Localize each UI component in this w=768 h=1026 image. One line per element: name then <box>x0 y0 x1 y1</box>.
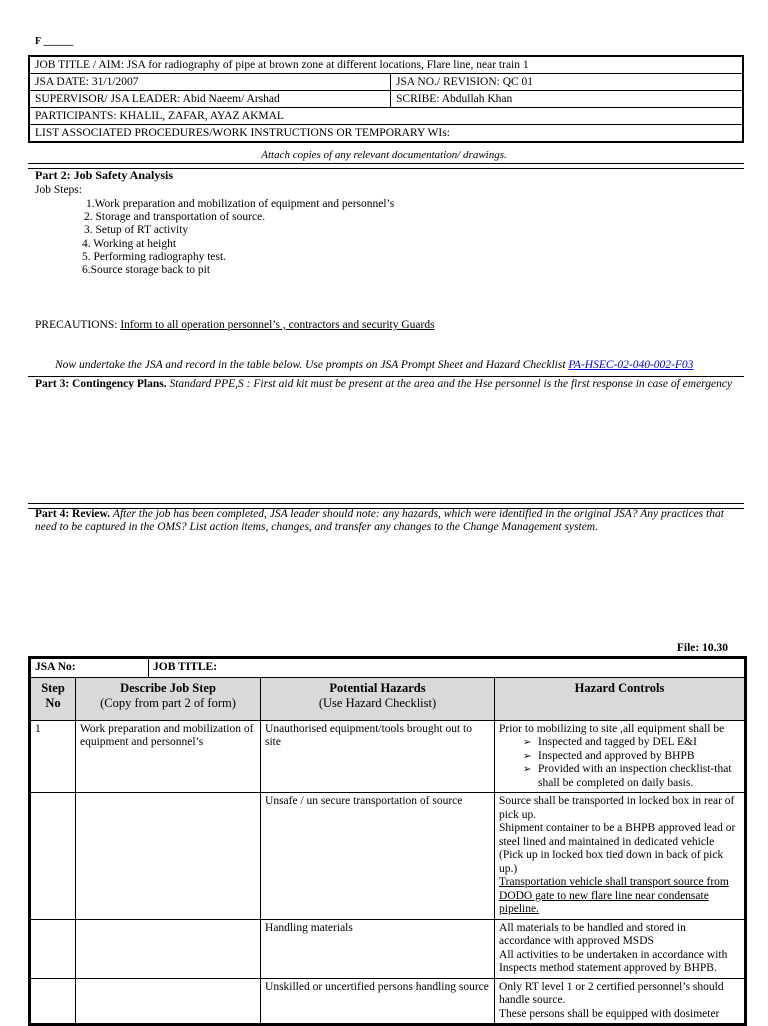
control-intro: Prior to mobilizing to site ,all equipment shall be <box>499 722 725 735</box>
control-cell <box>495 720 746 793</box>
step-number <box>30 978 76 1025</box>
job-step-item: 1.Work preparation and mobilization of equipment and personnel’s <box>86 198 395 210</box>
step-description: Work preparation and mobilization of equipment and personnel’s <box>76 720 261 793</box>
col-header-controls: Hazard Controls <box>495 677 746 720</box>
attach-note: Attach copies of any relevant documentation/ drawings. <box>261 149 507 161</box>
hazard-cell: Unsafe / un secure transportation of source <box>261 793 495 920</box>
control-line: Transportation vehicle shall transport source from DODO gate to new flare line near condensate pipeline. <box>499 876 729 915</box>
step-description <box>76 978 261 1025</box>
col-header-hazards <box>261 677 495 720</box>
form-number <box>35 36 73 47</box>
divider <box>28 376 744 377</box>
participants-cell: PARTICIPANTS: KHALIL, ZAFAR, AYAZ AKMAL <box>29 108 743 125</box>
job-step-item: 2. Storage and transportation of source. <box>84 211 266 223</box>
col-header-hazards-sub: (Use Hazard Checklist) <box>318 695 437 710</box>
control-cell <box>495 793 746 920</box>
col-header-describe-sub: (Copy from part 2 of form) <box>100 695 236 710</box>
control-bullet: ➢ Inspected and tagged by DEL E&I <box>523 736 740 750</box>
scribe-cell: SCRIBE: Abdullah Khan <box>391 91 744 108</box>
part3-section <box>35 378 735 391</box>
control-line: All activities to be undertaken in accordance with Inspects method statement approved by BHPB. <box>499 948 728 974</box>
part2-title: Part 2: Job Safety Analysis <box>35 168 173 182</box>
control-cell <box>495 919 746 978</box>
col-header-describe <box>76 677 261 720</box>
step-description <box>76 919 261 978</box>
hazard-checklist-link[interactable]: PA-HSEC-02-040-002-F03 <box>568 359 694 371</box>
col-header-hazards-title: Potential Hazards <box>329 680 426 695</box>
job-step-item: 3. Setup of RT activity <box>84 224 189 236</box>
control-cell <box>495 978 746 1025</box>
jsa-job-title-label: JOB TITLE: <box>149 658 746 678</box>
header-table <box>28 55 744 143</box>
prompt-text: Now undertake the JSA and record in the table below. Use prompts on JSA Prompt Sheet and Hazard Checklist <box>55 359 566 371</box>
col-header-describe-title: Describe Job Step <box>120 680 216 695</box>
prompt-line <box>55 359 693 371</box>
procedures-cell: LIST ASSOCIATED PROCEDURES/WORK INSTRUCTIONS OR TEMPORARY WIs: <box>29 125 743 143</box>
jsa-table <box>28 656 747 1026</box>
job-step-item: 4. Working at height <box>82 238 177 250</box>
part3-text: Standard PPE,S : First aid kit must be present at the area and the Hse personnel is the first response in case of emergency <box>169 378 733 390</box>
jsa-no-cell: JSA NO./ REVISION: QC 01 <box>391 74 744 91</box>
control-line: Shipment container to be a BHPB approved lead or steel lined and maintained in dedicated vehicle (Pick up in locked box tied down in back of pick up.) <box>499 822 736 875</box>
control-bullet: ➢ Inspected and approved by BHPB <box>523 750 740 764</box>
job-steps-label: Job Steps: <box>35 184 82 196</box>
col-header-step: Step No <box>30 677 76 720</box>
control-line: These persons shall be equipped with dosimeter <box>499 1007 720 1020</box>
job-step-item: 6.Source storage back to pit <box>82 264 211 276</box>
table-row <box>30 919 746 978</box>
step-number: 1 <box>30 720 76 793</box>
step-number <box>30 793 76 920</box>
supervisor-cell: SUPERVISOR/ JSA LEADER: Abid Naeem/ Arshad <box>29 91 391 108</box>
form-f-blank: ______ <box>43 36 74 47</box>
job-step-item: 5. Performing radiography test. <box>82 251 227 263</box>
hazard-cell: Unauthorised equipment/tools brought out to site <box>261 720 495 793</box>
part4-section <box>35 508 735 534</box>
jsa-no-label: JSA No: <box>30 658 149 678</box>
form-f-label: F <box>35 36 41 47</box>
precautions <box>35 319 435 331</box>
part4-title: Part 4: Review. <box>35 508 111 520</box>
hazard-cell: Handling materials <box>261 919 495 978</box>
precautions-label: PRECAUTIONS: <box>35 319 118 331</box>
precautions-text: Inform to all operation personnel’s , contractors and security Guards <box>120 319 435 331</box>
part3-title: Part 3: Contingency Plans. <box>35 378 167 390</box>
control-bullets <box>499 736 740 790</box>
table-row <box>30 720 746 793</box>
control-line: Only RT level 1 or 2 certified personnel’s should handle source. <box>499 980 724 1006</box>
file-number: File: 10.30 <box>676 642 728 654</box>
step-description <box>76 793 261 920</box>
table-row <box>30 793 746 920</box>
part4-text: After the job has been completed, JSA leader should note: any hazards, which were identified in the original JSA? Any practices that need to be captured in the OMS? List action items, changes, and transfer any changes to the Change Management system. <box>35 508 724 533</box>
control-bullet: ➢ Provided with an inspection checklist-that shall be completed on daily basis. <box>523 763 740 790</box>
step-number <box>30 919 76 978</box>
jsa-date-cell: JSA DATE: 31/1/2007 <box>29 74 391 91</box>
table-row <box>30 978 746 1025</box>
control-line: All materials to be handled and stored in accordance with approved MSDS <box>499 921 686 947</box>
control-line: Source shall be transported in locked box in rear of pick up. <box>499 795 735 821</box>
hazard-cell: Unskilled or uncertified persons handling source <box>261 978 495 1025</box>
job-title-cell: JOB TITLE / AIM: JSA for radiography of pipe at brown zone at different locations, Flare line, near train 1 <box>29 56 743 74</box>
